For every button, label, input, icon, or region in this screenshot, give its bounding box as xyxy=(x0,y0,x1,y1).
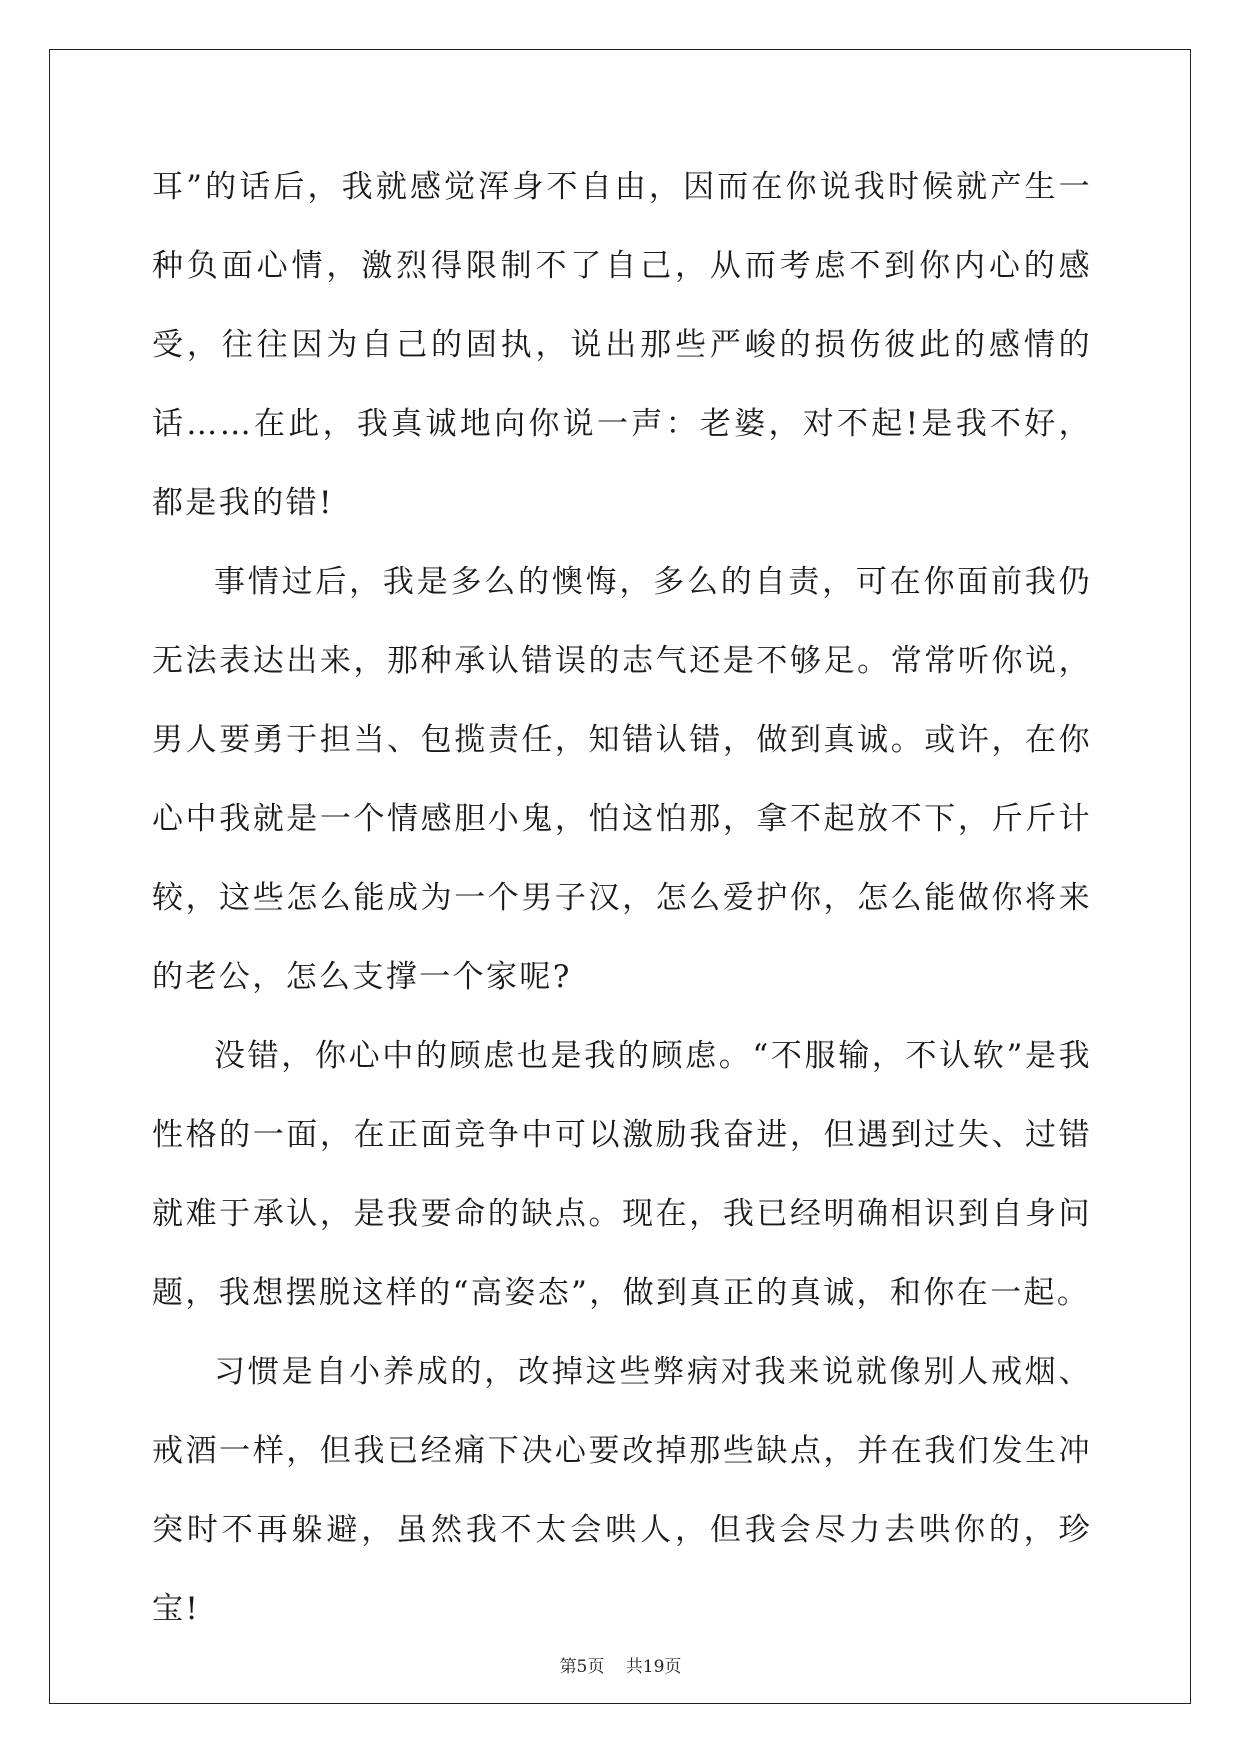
paragraph-3: 没错，你心中的顾虑也是我的顾虑。“不服输，不认软”是我性格的一面，在正面竞争中可以激励我奋进，但遇到过失、过错就难于承认，是我要命的缺点。现在，我已经明确相识到自身问题，我想摆脱这样的“高姿态”，做到真正的真诚，和你在一起。 xyxy=(152,1038,1092,1311)
paragraph-4: 习惯是自小养成的，改掉这些弊病对我来说就像别人戒烟、戒酒一样，但我已经痛下决心要改掉那些缺点，并在我们发生冲突时不再躲避，虽然我不太会哄人，但我会尽力去哄你的，珍宝! xyxy=(152,1354,1092,1627)
page-number: 第5页 xyxy=(559,1657,605,1677)
document-body xyxy=(152,148,1092,1649)
paragraph-1: 耳”的话后，我就感觉浑身不自由，因而在你说我时候就产生一种负面心情，激烈得限制不了自己，从而考虑不到你内心的感受，往往因为自己的固执，说出那些严峻的损伤彼此的感情的话……在此，我真诚地向你说一声：老婆，对不起!是我不好，都是我的错! xyxy=(152,169,1092,521)
page-footer xyxy=(0,1652,1241,1677)
total-pages: 共19页 xyxy=(625,1657,682,1677)
paragraph-2: 事情过后，我是多么的懊悔，多么的自责，可在你面前我仍无法表达出来，那种承认错误的志气还是不够足。常常听你说，男人要勇于担当、包揽责任，知错认错，做到真诚。或许，在你心中我就是一个情感胆小鬼，怕这怕那，拿不起放不下，斤斤计较，这些怎么能成为一个男子汉，怎么爱护你，怎么能做你将来的老公，怎么支撑一个家呢? xyxy=(152,564,1092,995)
